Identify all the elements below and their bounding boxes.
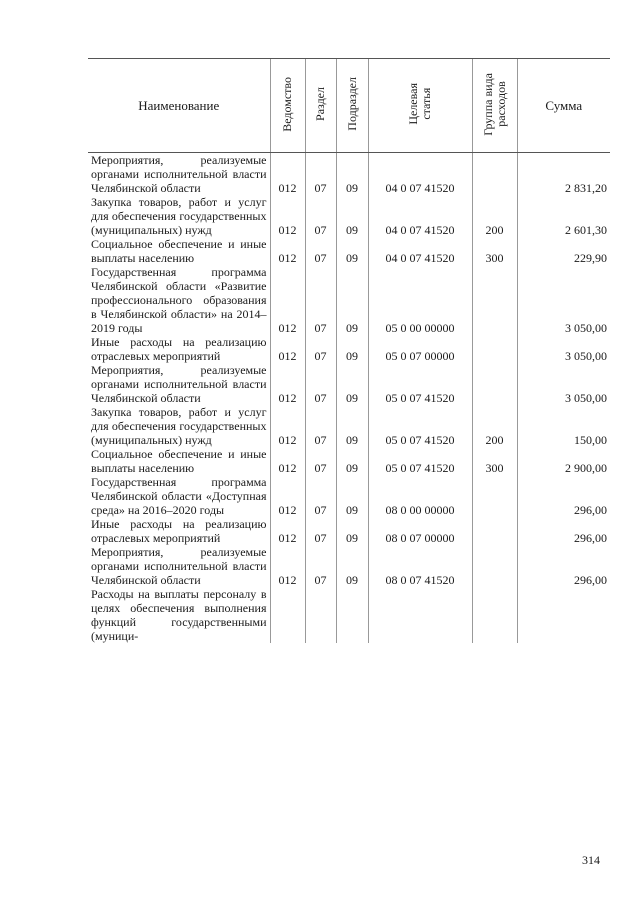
cell-summa: 3 050,00 [517, 363, 610, 405]
header-gruppa-vida-rashodov: Группа вида расходов [472, 59, 517, 153]
cell-summa: 2 601,30 [517, 195, 610, 237]
cell-vedomstvo: 012 [270, 195, 305, 237]
cell-name: Иные расходы на реализацию отраслевых мероприятий [91, 335, 267, 363]
cell-vedomstvo: 012 [270, 447, 305, 475]
cell-razdel: 07 [305, 447, 336, 475]
cell-gruppa [472, 475, 517, 517]
cell-razdel: 07 [305, 545, 336, 587]
cell-name: Закупка товаров, работ и услуг для обеспечения государственных (муниципальных) нужд [91, 405, 267, 447]
cell-vedomstvo: 012 [270, 517, 305, 545]
table-row [88, 195, 610, 237]
cell-celevaya-statya: 05 0 07 41520 [368, 447, 472, 475]
cell-name: Иные расходы на реализацию отраслевых мероприятий [91, 517, 267, 545]
cell-gruppa [472, 335, 517, 363]
cell-summa: 229,90 [517, 237, 610, 265]
cell-summa: 296,00 [517, 517, 610, 545]
table-row [88, 237, 610, 265]
cell-podrazdel: 09 [336, 405, 368, 447]
cell-summa [517, 587, 610, 643]
cell-razdel: 07 [305, 237, 336, 265]
cell-vedomstvo: 012 [270, 405, 305, 447]
cell-name: Социальное обеспечение и иные выплаты населению [91, 447, 267, 475]
cell-razdel: 07 [305, 153, 336, 196]
table-row [88, 545, 610, 587]
cell-vedomstvo: 012 [270, 265, 305, 335]
cell-gruppa: 200 [472, 405, 517, 447]
cell-gruppa [472, 587, 517, 643]
cell-celevaya-statya: 04 0 07 41520 [368, 237, 472, 265]
table-row [88, 475, 610, 517]
cell-name: Закупка товаров, работ и услуг для обеспечения государственных (муниципальных) нужд [91, 195, 267, 237]
cell-podrazdel: 09 [336, 363, 368, 405]
cell-vedomstvo [270, 587, 305, 643]
cell-summa: 296,00 [517, 475, 610, 517]
cell-celevaya-statya: 04 0 07 41520 [368, 195, 472, 237]
cell-summa: 296,00 [517, 545, 610, 587]
table-row [88, 335, 610, 363]
cell-razdel: 07 [305, 517, 336, 545]
cell-name: Государственная программа Челябинской области «Развитие профессионального образования в Челябинской области» на 2014–2019 годы [91, 265, 267, 335]
cell-podrazdel [336, 587, 368, 643]
cell-vedomstvo: 012 [270, 475, 305, 517]
cell-razdel [305, 587, 336, 643]
table-row [88, 587, 610, 643]
table-row [88, 153, 610, 196]
cell-gruppa [472, 153, 517, 196]
cell-podrazdel: 09 [336, 265, 368, 335]
table-header-row [88, 59, 610, 153]
cell-vedomstvo: 012 [270, 363, 305, 405]
cell-razdel: 07 [305, 475, 336, 517]
cell-vedomstvo: 012 [270, 545, 305, 587]
budget-table [88, 59, 610, 643]
cell-podrazdel: 09 [336, 545, 368, 587]
header-celevaya-statya: Целевая статья [368, 59, 472, 153]
cell-celevaya-statya [368, 587, 472, 643]
cell-gruppa [472, 517, 517, 545]
cell-vedomstvo: 012 [270, 237, 305, 265]
header-summa: Сумма [517, 59, 610, 153]
table-body [88, 153, 610, 644]
table-row [88, 265, 610, 335]
cell-razdel: 07 [305, 265, 336, 335]
cell-celevaya-statya: 08 0 00 00000 [368, 475, 472, 517]
cell-podrazdel: 09 [336, 335, 368, 363]
header-vedomstvo: Ведомство [270, 59, 305, 153]
cell-name: Социальное обеспечение и иные выплаты населению [91, 237, 267, 265]
cell-celevaya-statya: 05 0 07 41520 [368, 363, 472, 405]
cell-celevaya-statya: 08 0 07 00000 [368, 517, 472, 545]
cell-podrazdel: 09 [336, 447, 368, 475]
cell-podrazdel: 09 [336, 475, 368, 517]
table-row [88, 447, 610, 475]
table-row [88, 405, 610, 447]
cell-summa: 3 050,00 [517, 335, 610, 363]
cell-podrazdel: 09 [336, 517, 368, 545]
cell-summa: 2 831,20 [517, 153, 610, 196]
cell-celevaya-statya: 05 0 00 00000 [368, 265, 472, 335]
table-row [88, 363, 610, 405]
cell-razdel: 07 [305, 363, 336, 405]
cell-name: Мероприятия, реализуемые органами исполнительной власти Челябинской области [91, 545, 267, 587]
cell-vedomstvo: 012 [270, 153, 305, 196]
cell-razdel: 07 [305, 195, 336, 237]
cell-celevaya-statya: 05 0 07 00000 [368, 335, 472, 363]
cell-summa: 3 050,00 [517, 265, 610, 335]
cell-podrazdel: 09 [336, 195, 368, 237]
cell-celevaya-statya: 08 0 07 41520 [368, 545, 472, 587]
cell-podrazdel: 09 [336, 153, 368, 196]
cell-summa: 150,00 [517, 405, 610, 447]
header-podrazdel: Подраздел [336, 59, 368, 153]
header-razdel: Раздел [305, 59, 336, 153]
cell-gruppa [472, 363, 517, 405]
cell-gruppa [472, 545, 517, 587]
cell-gruppa: 300 [472, 447, 517, 475]
cell-razdel: 07 [305, 335, 336, 363]
cell-vedomstvo: 012 [270, 335, 305, 363]
cell-gruppa: 200 [472, 195, 517, 237]
cell-celevaya-statya: 05 0 07 41520 [368, 405, 472, 447]
cell-name: Государственная программа Челябинской области «Доступная среда» на 2016–2020 годы [91, 475, 267, 517]
cell-razdel: 07 [305, 405, 336, 447]
cell-gruppa [472, 265, 517, 335]
cell-gruppa: 300 [472, 237, 517, 265]
table-row [88, 517, 610, 545]
cell-name: Мероприятия, реализуемые органами исполнительной власти Челябинской области [91, 153, 267, 195]
header-name: Наименование [88, 59, 270, 153]
cell-summa: 2 900,00 [517, 447, 610, 475]
cell-name: Расходы на выплаты персоналу в целях обеспечения выполнения функций государственными (муници- [91, 587, 267, 643]
cell-celevaya-statya: 04 0 07 41520 [368, 153, 472, 196]
page-number: 314 [582, 853, 600, 867]
cell-name: Мероприятия, реализуемые органами исполнительной власти Челябинской области [91, 363, 267, 405]
cell-podrazdel: 09 [336, 237, 368, 265]
